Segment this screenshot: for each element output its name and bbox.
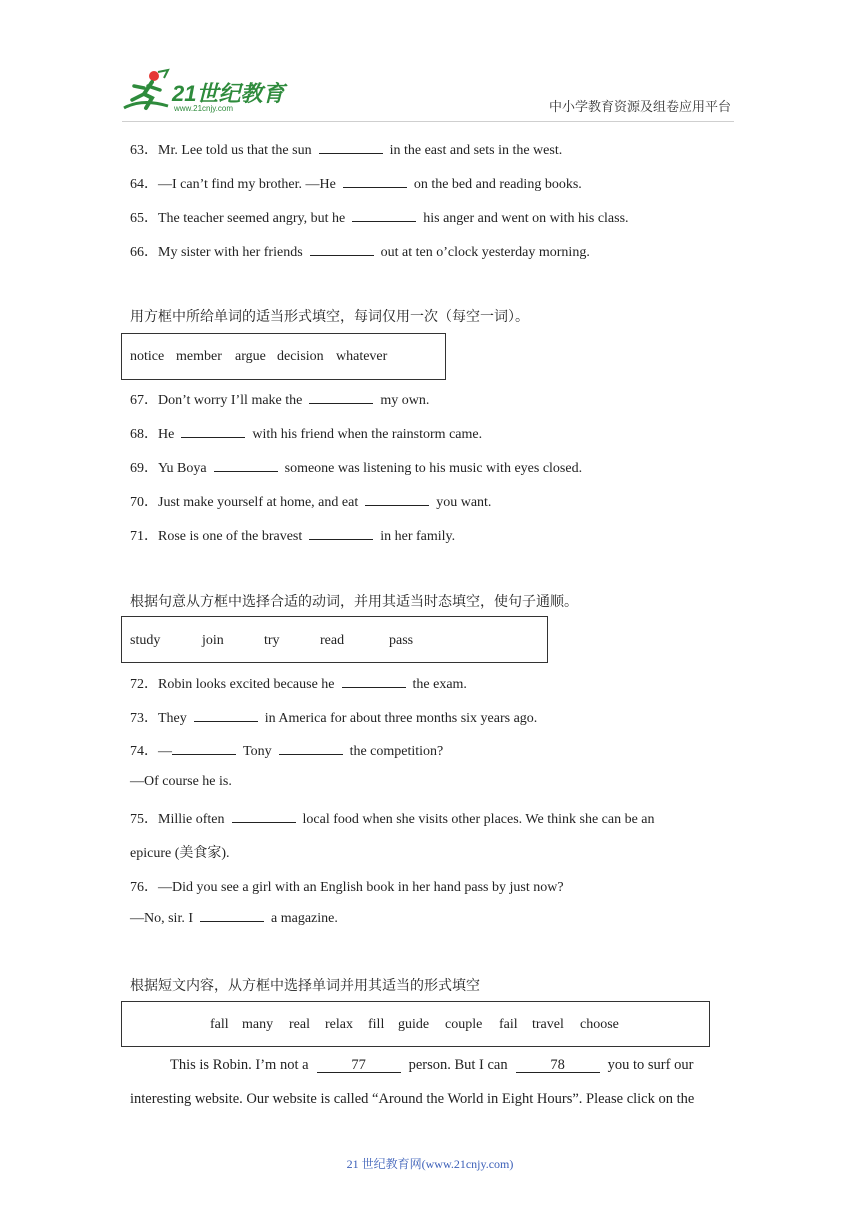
question-text: the exam. [412, 677, 467, 692]
section-instruction: 用方框中所给单词的适当形式填空，每词仅用一次（每空一词）。 [130, 309, 529, 325]
question-68 [130, 423, 482, 443]
question-text: Just make yourself at home, and eat [158, 495, 359, 510]
runner-logo-icon [122, 68, 172, 114]
question-text: My sister with her friends [158, 245, 303, 260]
answer-blank[interactable] [342, 675, 406, 688]
question-73 [130, 707, 537, 727]
question-text: my own. [380, 393, 430, 408]
question-text: a magazine. [271, 911, 338, 926]
question-75 [130, 808, 655, 828]
word-option: notice [130, 349, 165, 364]
word-box [121, 1001, 710, 1047]
word-option: try [264, 633, 280, 648]
question-text: Don’t worry I’ll make the [158, 393, 303, 408]
question-number: 75． [130, 812, 158, 827]
answer-blank[interactable] [200, 909, 264, 922]
word-option: couple [445, 1017, 483, 1032]
answer-blank[interactable] [172, 742, 236, 755]
platform-name: 中小学教育资源及组卷应用平台 [548, 100, 731, 115]
word-option: fail [499, 1017, 518, 1032]
question-70 [130, 491, 491, 511]
word-option: relax [325, 1017, 353, 1032]
question-text: you want. [436, 495, 492, 510]
question-text: —No, sir. I [130, 911, 193, 926]
question-text: —Did you see a girl with an English book in her hand pass by just now? [158, 880, 564, 895]
word-option: choose [580, 1017, 619, 1032]
question-number: 65． [130, 211, 158, 226]
question-text: He [158, 427, 175, 442]
section-instruction: 根据短文内容，从方框中选择单词并用其适当的形式填空 [130, 978, 480, 994]
question-69 [130, 457, 582, 477]
question-dash: — [158, 744, 172, 759]
question-number: 76． [130, 880, 158, 895]
footer-link[interactable]: 21 世纪教育网(www.21cnjy.com) [346, 1157, 514, 1171]
question-76-reply [130, 909, 338, 927]
word-option: join [202, 633, 224, 648]
question-64 [130, 173, 582, 193]
question-text: on the bed and reading books. [413, 177, 582, 192]
question-number: 67． [130, 393, 158, 408]
word-box [121, 616, 548, 663]
question-text: with his friend when the rainstorm came. [252, 427, 483, 442]
word-option: whatever [336, 349, 388, 364]
question-text: in the east and sets in the west. [389, 143, 563, 158]
answer-blank[interactable] [319, 141, 383, 154]
word-option: argue [235, 349, 266, 364]
word-option: pass [389, 633, 414, 648]
question-67 [130, 389, 429, 409]
answer-blank[interactable] [194, 709, 258, 722]
passage-line-1 [130, 1057, 734, 1074]
word-option: many [242, 1017, 274, 1032]
question-75-cont: epicure (美食家). [130, 846, 230, 861]
question-number: 69． [130, 461, 158, 476]
question-text: Rose is one of the bravest [158, 529, 303, 544]
answer-blank[interactable] [352, 209, 416, 222]
answer-blank-77[interactable]: 77 [317, 1058, 401, 1073]
question-text: Mr. Lee told us that the sun [158, 143, 312, 158]
question-66 [130, 241, 590, 261]
question-text: Robin looks excited because he [158, 677, 335, 692]
passage-text: person. But I can [408, 1057, 508, 1073]
answer-blank[interactable] [214, 459, 278, 472]
logo [122, 68, 292, 116]
answer-blank[interactable] [181, 425, 245, 438]
question-number: 63． [130, 143, 158, 158]
logo-url: www.21cnjy.com [174, 104, 233, 113]
question-text: the competition? [349, 744, 444, 759]
question-63 [130, 139, 562, 159]
question-65 [130, 207, 629, 227]
word-option: real [289, 1017, 310, 1032]
answer-blank[interactable] [279, 742, 343, 755]
header-divider [122, 121, 734, 122]
question-text: They [158, 711, 187, 726]
question-text: local food when she visits other places. We think she can be an [302, 812, 655, 827]
question-text: The teacher seemed angry, but he [158, 211, 346, 226]
question-number: 68． [130, 427, 158, 442]
word-option: decision [277, 349, 324, 364]
question-74-reply: —Of course he is. [130, 774, 232, 789]
question-number: 71． [130, 529, 158, 544]
question-71 [130, 525, 455, 545]
question-text: in her family. [380, 529, 456, 544]
word-option: fall [210, 1017, 229, 1032]
answer-blank[interactable] [309, 527, 373, 540]
question-text: out at ten o’clock yesterday morning. [380, 245, 590, 260]
passage-text: This is Robin. I’m not a [170, 1057, 309, 1073]
word-option: member [176, 349, 222, 364]
question-text: in America for about three months six years ago. [264, 711, 538, 726]
question-76 [130, 876, 564, 896]
word-option: travel [532, 1017, 564, 1032]
question-72 [130, 673, 467, 693]
logo-text: 21世纪教育 [172, 81, 285, 106]
word-box [121, 333, 446, 380]
answer-blank[interactable] [232, 810, 296, 823]
word-option: study [130, 633, 161, 648]
answer-blank[interactable] [343, 175, 407, 188]
section-instruction: 根据句意从方框中选择合适的动词，并用其适当时态填空，使句子通顺。 [130, 594, 578, 610]
word-option: guide [398, 1017, 430, 1032]
answer-blank[interactable] [309, 391, 373, 404]
word-option: fill [368, 1017, 385, 1032]
question-text: someone was listening to his music with eyes closed. [284, 461, 583, 476]
question-text: Tony [243, 744, 272, 759]
question-number: 72． [130, 677, 158, 692]
question-text: Yu Boya [158, 461, 207, 476]
answer-blank[interactable] [310, 243, 374, 256]
question-text: his anger and went on with his class. [423, 211, 629, 226]
question-number: 73． [130, 711, 158, 726]
question-number: 66． [130, 245, 158, 260]
question-text: —I can’t find my brother. —He [158, 177, 336, 192]
question-74 [130, 740, 443, 760]
answer-blank[interactable] [365, 493, 429, 506]
passage-text: you to surf our [607, 1057, 694, 1073]
answer-blank-78[interactable]: 78 [516, 1058, 600, 1073]
passage-line-2: interesting website. Our website is called “Around the World in Eight Hours”. Please click on the [130, 1091, 695, 1107]
question-number: 70． [130, 495, 158, 510]
question-text: Millie often [158, 812, 225, 827]
question-number: 64． [130, 177, 158, 192]
word-option: read [320, 633, 345, 648]
question-number: 74． [130, 744, 158, 759]
